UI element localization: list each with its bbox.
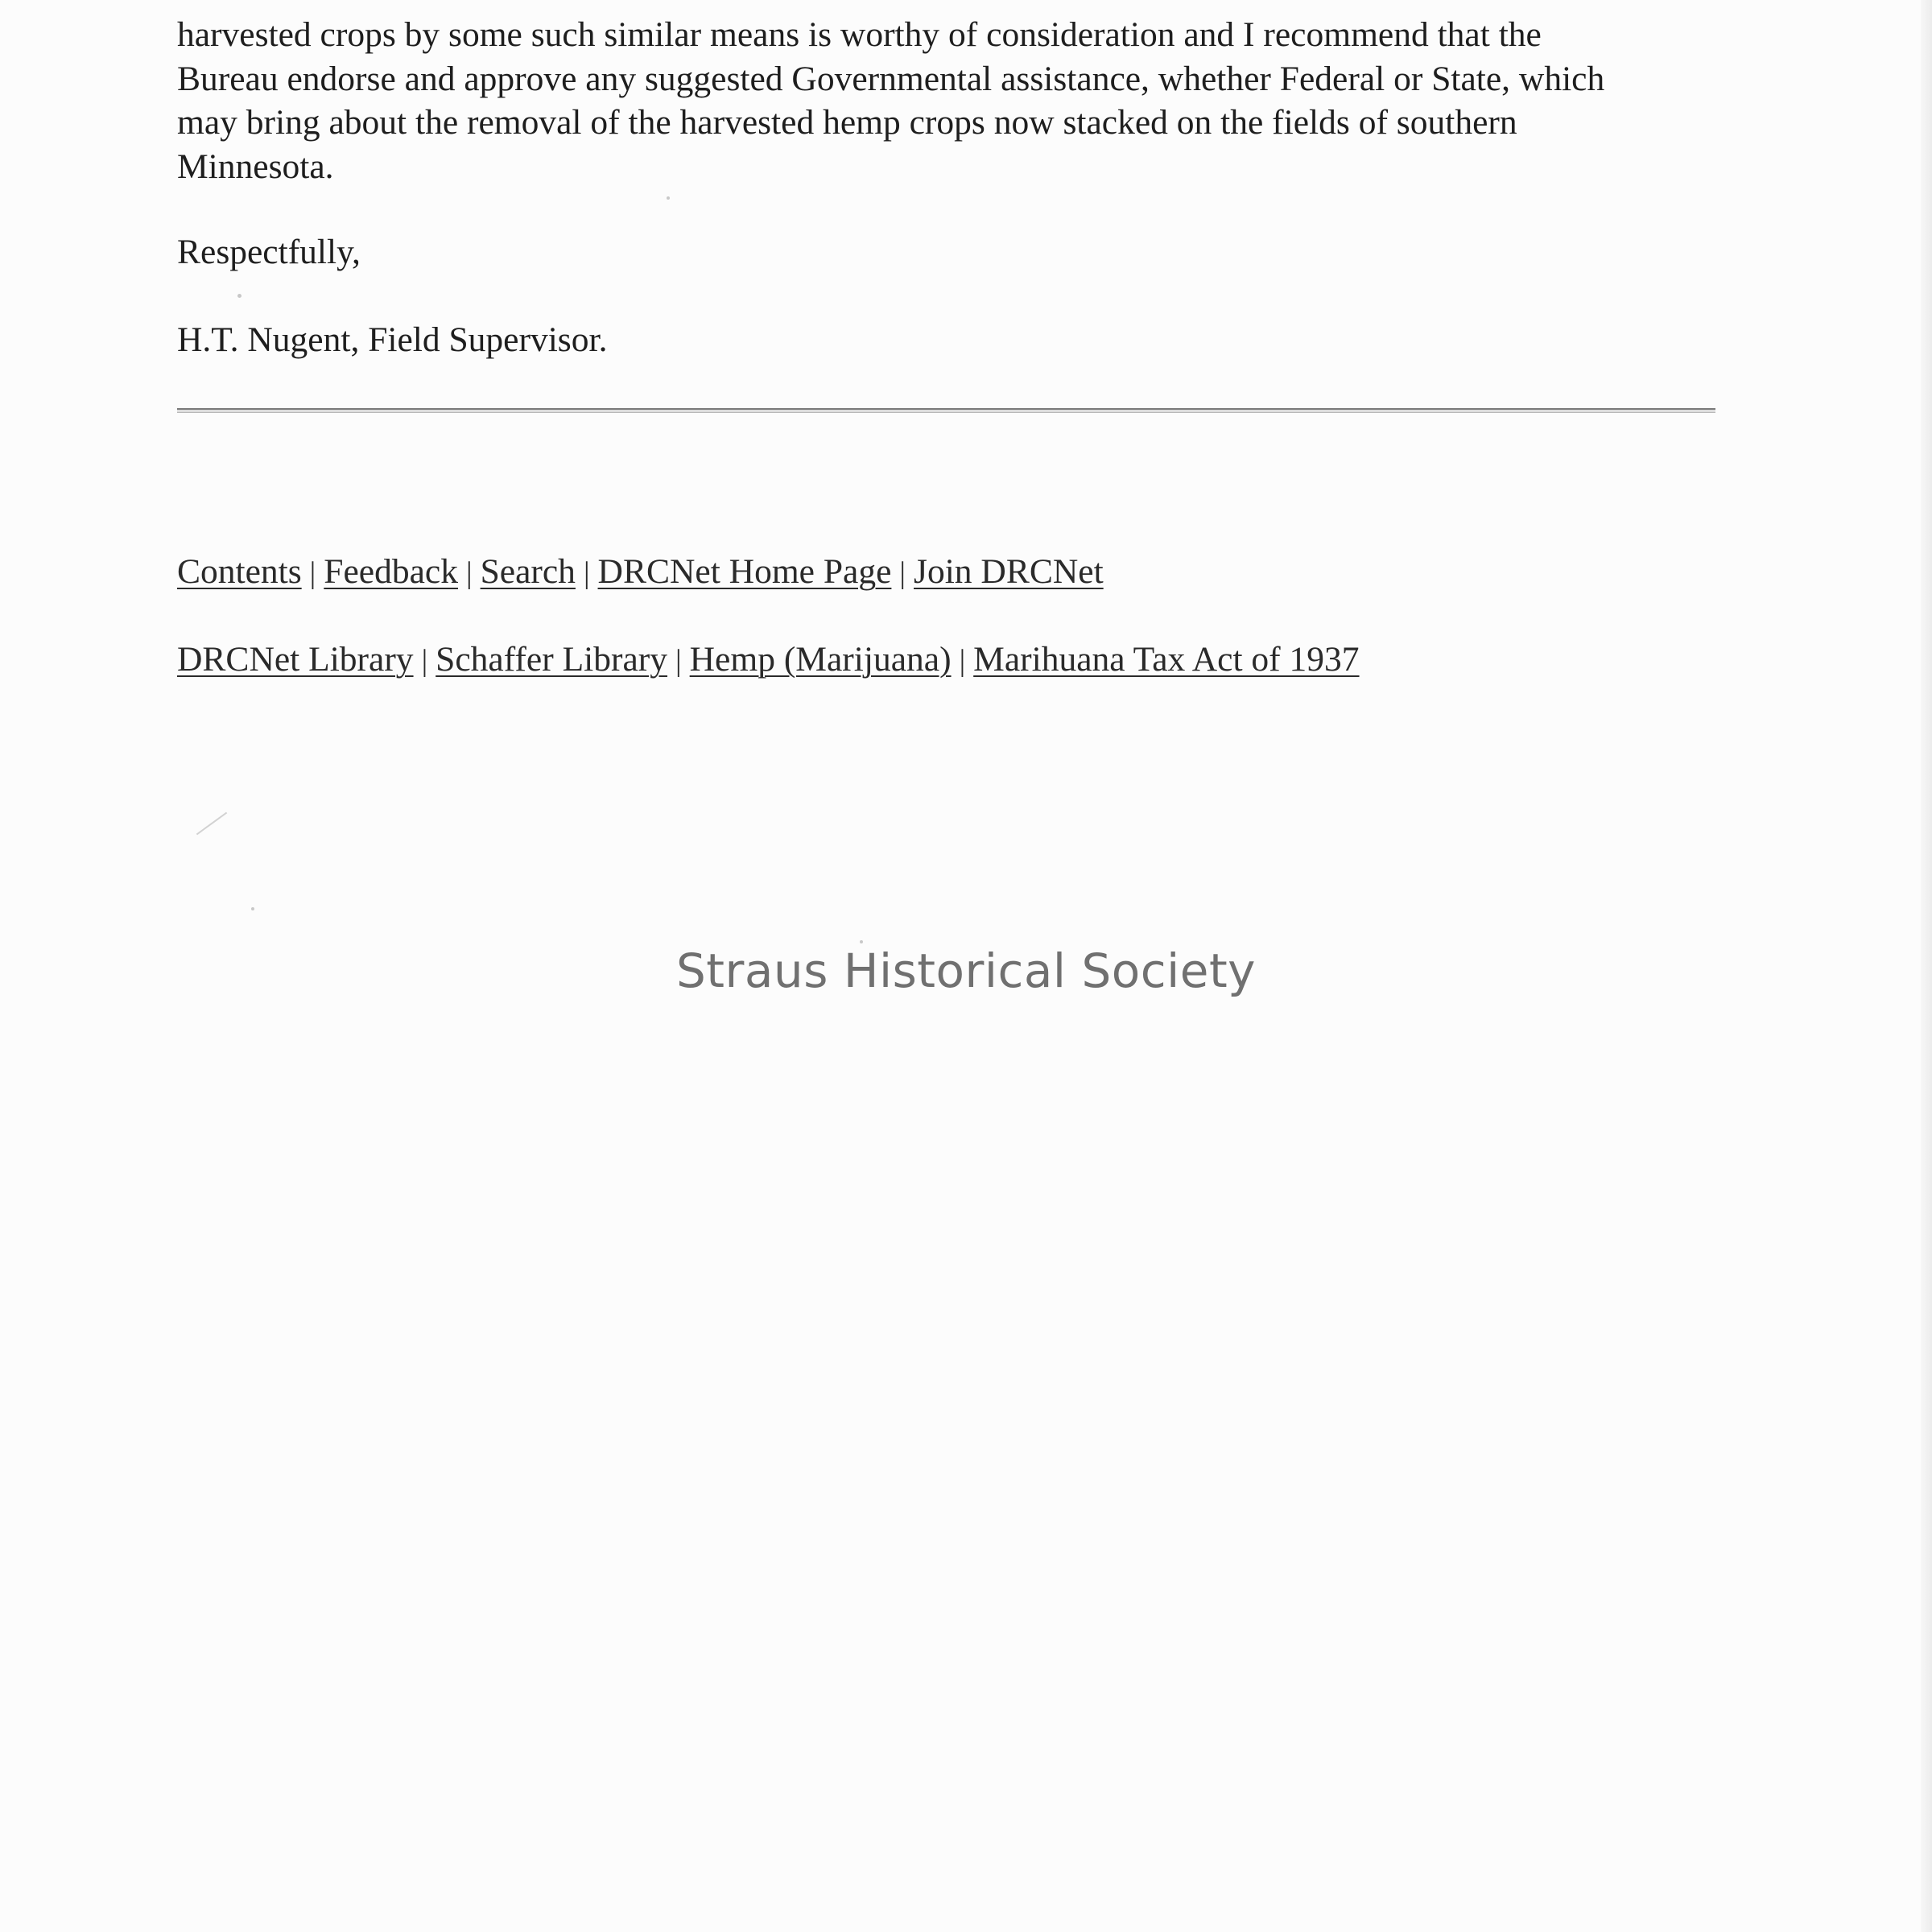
- nav-link-search[interactable]: Search: [480, 552, 576, 591]
- letter-body-line: Minnesota.: [177, 147, 334, 186]
- nav-link-contents[interactable]: Contents: [177, 552, 302, 591]
- scan-speck: [237, 294, 242, 298]
- nav-separator: |: [421, 644, 428, 678]
- primary-nav: [177, 550, 1104, 595]
- letter-body-line: harvested crops by some such similar means is worthy of consideration and I recommend that the: [177, 15, 1542, 54]
- nav-link-drcnet-home-page[interactable]: DRCNet Home Page: [597, 552, 892, 591]
- nav-link-join-drcnet[interactable]: Join DRCNet: [914, 552, 1104, 591]
- secondary-nav: [177, 638, 1360, 683]
- nav-link-schaffer-library[interactable]: Schaffer Library: [436, 640, 668, 679]
- nav-separator: |: [309, 556, 316, 590]
- scan-speck: [667, 196, 670, 200]
- nav-separator: |: [583, 556, 590, 590]
- nav-link-drcnet-library[interactable]: DRCNet Library: [177, 640, 414, 679]
- letter-signature: H.T. Nugent, Field Supervisor.: [177, 320, 608, 359]
- watermark: Straus Historical Society: [675, 943, 1257, 998]
- letter-body-line: may bring about the removal of the harvested hemp crops now stacked on the fields of southern: [177, 103, 1517, 142]
- nav-link-feedback[interactable]: Feedback: [324, 552, 458, 591]
- nav-separator: |: [675, 644, 682, 678]
- letter-body-line: Bureau endorse and approve any suggested Governmental assistance, whether Federal or State, which: [177, 59, 1605, 98]
- nav-separator: |: [899, 556, 906, 590]
- nav-separator: |: [959, 644, 966, 678]
- nav-link-marihuana-tax-act[interactable]: Marihuana Tax Act of 1937: [973, 640, 1360, 679]
- scan-speck: [251, 907, 254, 910]
- nav-separator: |: [465, 556, 473, 590]
- scan-scratch-mark: [196, 812, 227, 836]
- horizontal-rule: [177, 408, 1715, 413]
- nav-link-hemp-marijuana[interactable]: Hemp (Marijuana): [689, 640, 952, 679]
- letter-closing: Respectfully,: [177, 233, 361, 271]
- letter-body: [177, 13, 1731, 188]
